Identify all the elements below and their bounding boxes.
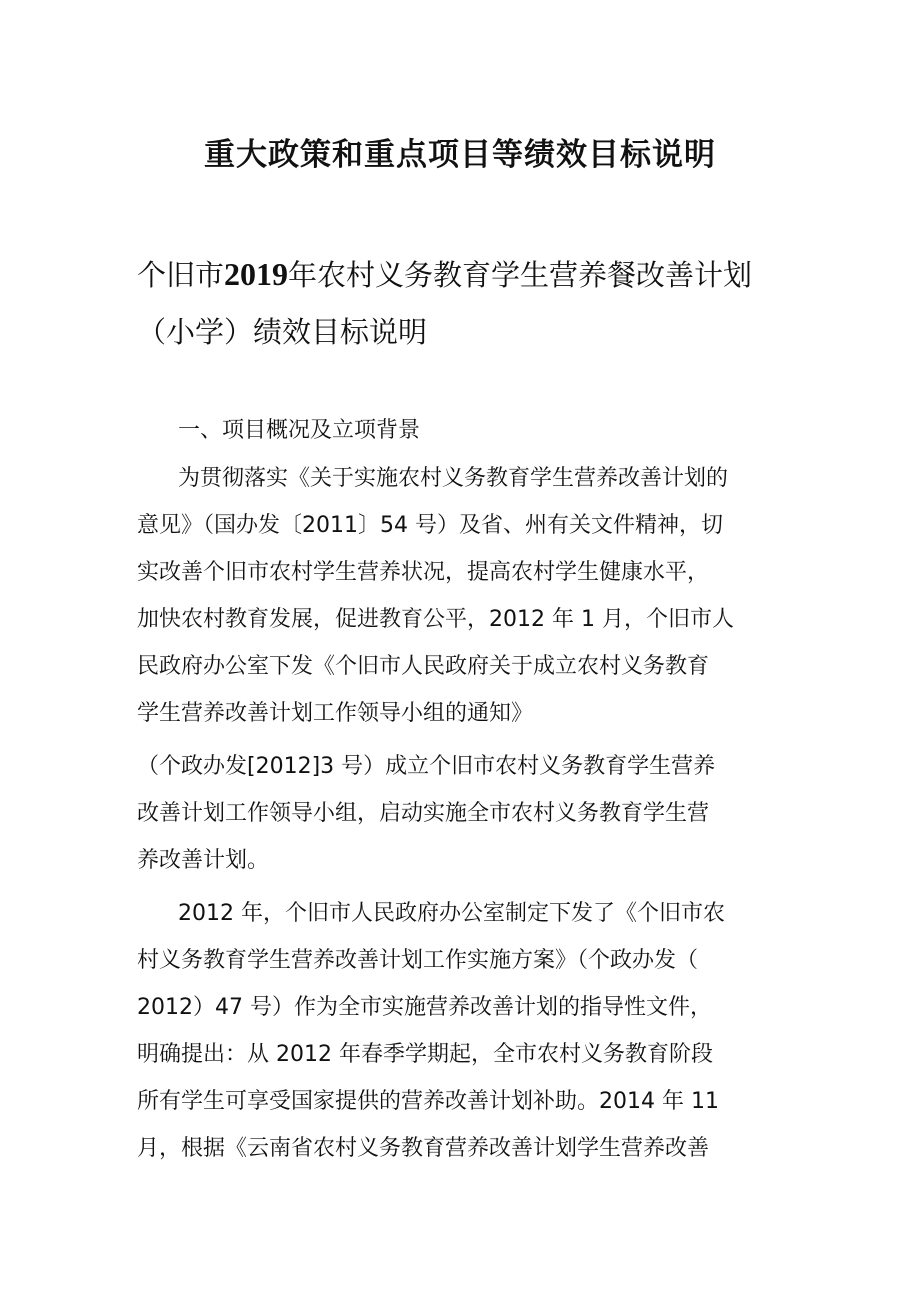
paragraph-line: 意见》（国办发〔2011〕54 号）及省、州有关文件精神，切 [137,513,723,538]
subtitle-suffix: 年农村义务教育学生营养餐改善计划 [288,258,753,292]
paragraph-line: 2012）47 号）作为全市实施营养改善计划的指导性文件， [137,995,712,1020]
subtitle-prefix: 个旧市 [137,258,225,292]
paragraph-line: 月，根据《云南省农村义务教育营养改善计划学生营养改善 [137,1136,710,1161]
paragraph-line: 明确提出：从 2012 年春季学期起，全市农村义务教育阶段 [137,1042,713,1067]
paragraph-line: 学生营养改善计划工作领导小组的通知》 [137,701,534,726]
section-heading: 一、项目概况及立项背景 [178,418,421,443]
document-title: 重大政策和重点项目等绩效目标说明 [204,137,716,173]
paragraph-line: 实改善个旧市农村学生营养状况，提高农村学生健康水平， [137,560,710,585]
subtitle-year: 2019 [224,256,289,292]
paragraph-line: 养改善计划。 [137,848,270,873]
paragraph-line: 为贯彻落实《关于实施农村义务教育学生营养改善计划的 [178,466,729,491]
paragraph-line: 村义务教育学生营养改善计划工作实施方案》（个政办发（ [137,948,699,973]
subtitle-line-1 [137,254,797,295]
paragraph-line: 所有学生可享受国家提供的营养改善计划补助。2014 年 11 [137,1089,719,1114]
paragraph-line: 改善计划工作领导小组，启动实施全市农村义务教育学生营 [137,801,710,826]
paragraph-line: 加快农村教育发展，促进教育公平，2012 年 1 月，个旧市人 [137,607,734,632]
subtitle-line-2: （小学）绩效目标说明 [137,315,428,349]
paragraph-line: （个政办发[2012]3 号）成立个旧市农村义务教育学生营养 [137,754,716,779]
paragraph-line: 2012 年，个旧市人民政府办公室制定下发了《个旧市农 [178,901,725,926]
paragraph-line: 民政府办公室下发《个旧市人民政府关于成立农村义务教育 [137,654,710,679]
